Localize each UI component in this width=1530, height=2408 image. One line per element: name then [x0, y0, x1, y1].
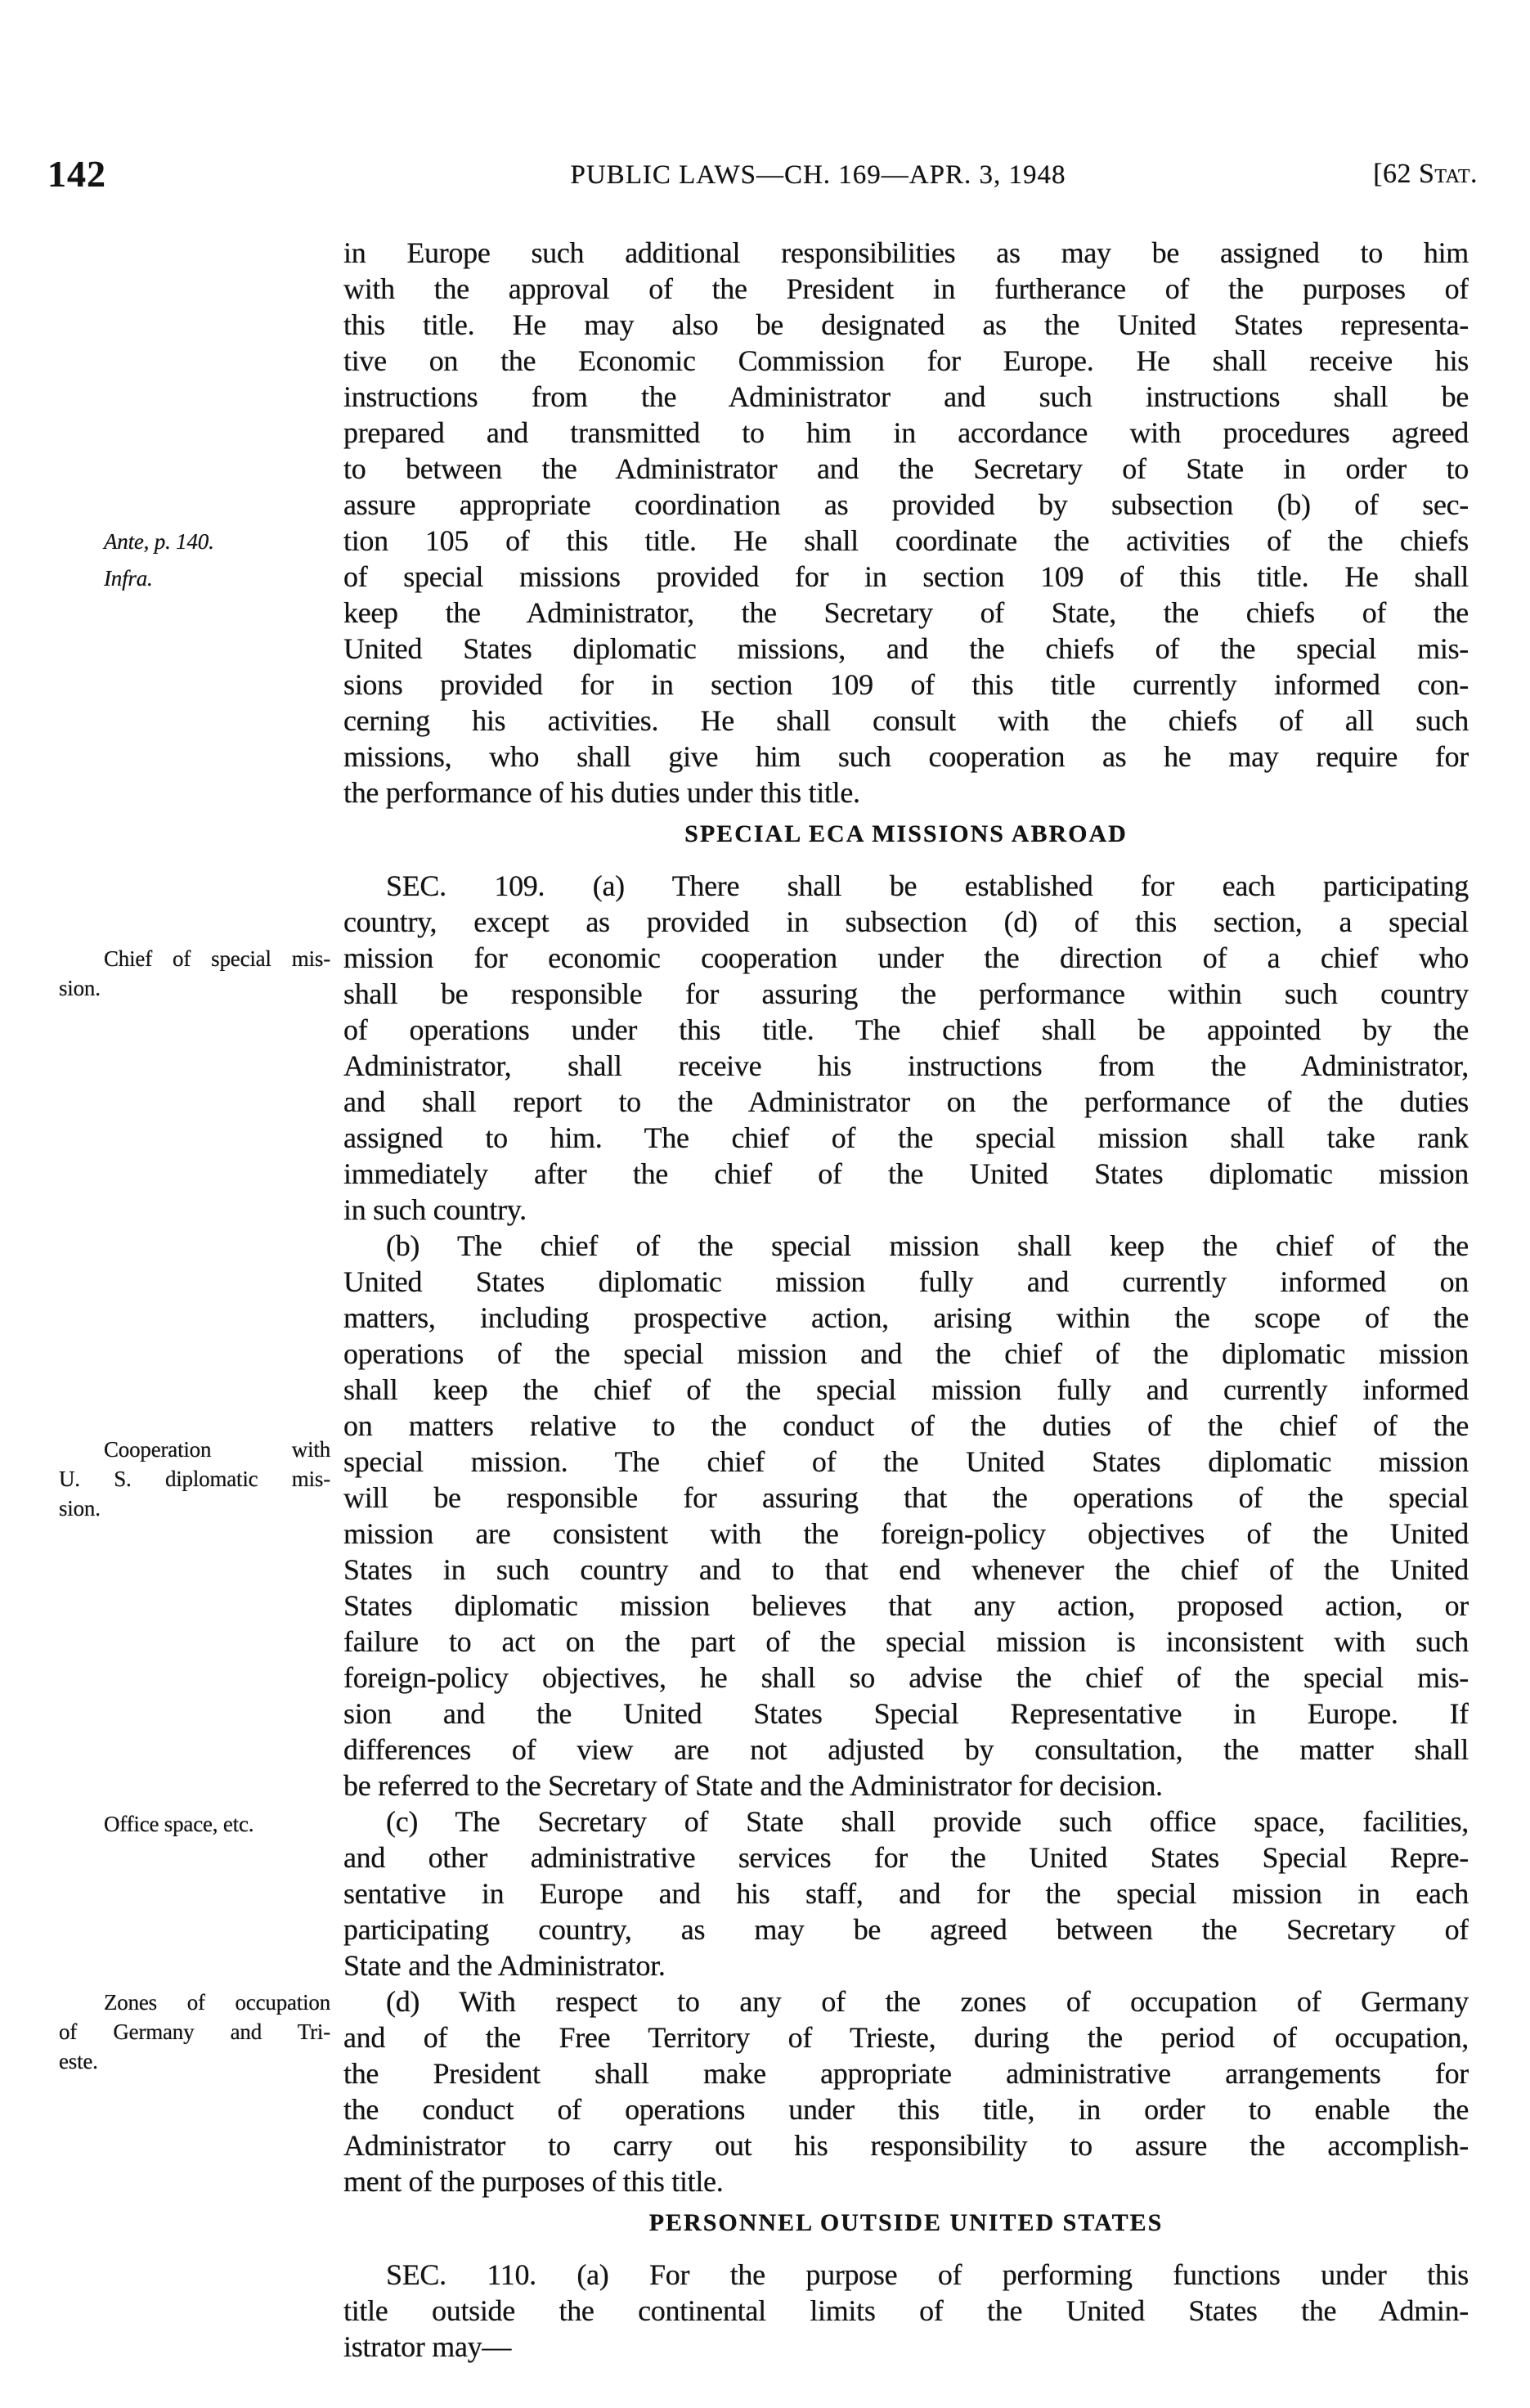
- text-line: country, except as provided in subsection (d) of this section, a special: [343, 905, 1469, 938]
- text-line: sions provided for in section 109 of this title currently informed con-: [343, 668, 1469, 701]
- text-line: shall be responsible for assuring the performance within such country: [343, 977, 1469, 1010]
- text-line: States in such country and to that end whenever the chief of the United: [343, 1553, 1469, 1586]
- paragraph-sec-109-c: [343, 1804, 1469, 1983]
- margin-note-office-space: [59, 1809, 330, 1839]
- text-line: Administrator to carry out his responsibility to assure the accomplish-: [343, 2129, 1469, 2162]
- margin-note-chief-of-special-mission: [59, 944, 330, 1003]
- text-line: Office space, etc.: [104, 1812, 254, 1836]
- text-line: SEC. 110. (a) For the purpose of performing functions under this: [386, 2258, 1469, 2291]
- text-line: to between the Administrator and the Secretary of State in order to: [343, 452, 1469, 485]
- text-line: the President shall make appropriate administrative arrangements for: [343, 2057, 1469, 2090]
- text-line: differences of view are not adjusted by consultation, the matter shall: [343, 1733, 1469, 1766]
- section-heading-personnel-outside-united-states: PERSONNEL OUTSIDE UNITED STATES: [648, 2209, 1164, 2236]
- text-line: of operations under this title. The chief shall be appointed by the: [343, 1013, 1469, 1046]
- section-heading-special-eca-missions-abroad: SPECIAL ECA MISSIONS ABROAD: [684, 820, 1128, 847]
- text-line: keep the Administrator, the Secretary of State, the chiefs of the: [343, 596, 1469, 629]
- margin-note-infra: [59, 564, 330, 593]
- statute-volume-ref: [62 Stat.: [1373, 159, 1478, 189]
- text-line: and of the Free Territory of Trieste, during the period of occupation,: [343, 2021, 1469, 2054]
- text-line: instructions from the Administrator and such instructions shall be: [343, 380, 1469, 413]
- running-header: PUBLIC LAWS—CH. 169—APR. 3, 1948: [570, 160, 1066, 190]
- text-line: of special missions provided for in section 109 of this title. He shall: [343, 560, 1469, 593]
- text-line: operations of the special mission and the chief of the diplomatic mission: [343, 1337, 1469, 1370]
- margin-note-zones-of-occupation: [59, 1988, 330, 2076]
- text-line: istrator may—: [343, 2330, 512, 2363]
- text-line: Ante, p. 140.: [104, 529, 214, 554]
- text-line: States diplomatic mission believes that any action, proposed action, or: [343, 1589, 1469, 1622]
- text-line: prepared and transmitted to him in accordance with procedures agreed: [343, 416, 1469, 449]
- text-line: participating country, as may be agreed between the Secretary of: [343, 1913, 1469, 1946]
- text-line: missions, who shall give him such cooperation as he may require for: [343, 740, 1469, 773]
- text-line: of Germany and Tri-: [59, 2019, 330, 2044]
- text-line: matters, including prospective action, arising within the scope of the: [343, 1301, 1469, 1334]
- text-line: immediately after the chief of the United States diplomatic mission: [343, 1157, 1469, 1190]
- text-line: cerning his activities. He shall consult with the chiefs of all such: [343, 704, 1469, 737]
- text-line: the conduct of operations under this title, in order to enable the: [343, 2093, 1469, 2126]
- paragraph-sec-109-a: [343, 868, 1469, 1228]
- text-line: the performance of his duties under this title.: [343, 776, 860, 809]
- text-line: tion 105 of this title. He shall coordinate the activities of the chiefs: [343, 524, 1469, 557]
- text-line: with the approval of the President in furtherance of the purposes of: [343, 272, 1469, 305]
- text-line: be referred to the Secretary of State and the Administrator for decision.: [343, 1769, 1163, 1802]
- text-line: and shall report to the Administrator on the performance of the duties: [343, 1085, 1469, 1118]
- text-line: sentative in Europe and his staff, and for the special mission in each: [343, 1877, 1469, 1910]
- text-line: (c) The Secretary of State shall provide such office space, facilities,: [386, 1805, 1469, 1838]
- text-line: Chief of special mis-: [104, 946, 330, 971]
- text-line: in Europe such additional responsibilities as may be assigned to him: [343, 236, 1469, 269]
- text-line: assigned to him. The chief of the special mission shall take rank: [343, 1121, 1469, 1154]
- text-line: will be responsible for assuring that the operations of the special: [343, 1481, 1469, 1514]
- page-number: 142: [47, 153, 106, 195]
- paragraph-sec-108-continuation: [343, 235, 1469, 811]
- text-line: assure appropriate coordination as provided by subsection (b) of sec-: [343, 488, 1469, 521]
- text-line: SEC. 109. (a) There shall be established for each participating: [386, 869, 1469, 902]
- margin-note-cooperation-us-diplomatic-mission: [59, 1435, 330, 1523]
- text-line: special mission. The chief of the United States diplomatic mission: [343, 1445, 1469, 1478]
- body-column: [343, 235, 1469, 2365]
- text-line: sion.: [59, 1496, 101, 1521]
- text-line: foreign-policy objectives, he shall so advise the chief of the special mis-: [343, 1661, 1469, 1694]
- text-line: Administrator, shall receive his instructions from the Administrator,: [343, 1049, 1469, 1082]
- text-line: (b) The chief of the special mission shall keep the chief of the: [386, 1229, 1469, 1262]
- text-line: on matters relative to the conduct of the duties of the chief of the: [343, 1409, 1469, 1442]
- text-line: United States diplomatic mission fully and currently informed on: [343, 1265, 1469, 1298]
- text-line: title outside the continental limits of the United States the Admin-: [343, 2294, 1469, 2327]
- text-line: State and the Administrator.: [343, 1949, 666, 1982]
- text-line: mission are consistent with the foreign-policy objectives of the United: [343, 1517, 1469, 1550]
- text-line: and other administrative services for the United States Special Repre-: [343, 1841, 1469, 1874]
- text-line: in such country.: [343, 1193, 527, 1226]
- text-line: ment of the purposes of this title.: [343, 2165, 724, 2198]
- text-line: tive on the Economic Commission for Europe. He shall receive his: [343, 344, 1469, 377]
- text-line: Cooperation with: [104, 1437, 330, 1462]
- margin-note-ante-p140: [59, 527, 330, 556]
- text-line: United States diplomatic missions, and the chiefs of the special mis-: [343, 632, 1469, 665]
- text-line: U. S. diplomatic mis-: [59, 1467, 330, 1491]
- text-line: Zones of occupation: [104, 1990, 330, 2015]
- paragraph-sec-109-d: [343, 1983, 1469, 2199]
- text-line: failure to act on the part of the special mission is inconsistent with such: [343, 1625, 1469, 1658]
- text-line: shall keep the chief of the special mission fully and currently informed: [343, 1373, 1469, 1406]
- text-line: (d) With respect to any of the zones of occupation of Germany: [386, 1985, 1469, 2018]
- text-line: Infra.: [104, 566, 153, 591]
- paragraph-sec-110-a: [343, 2257, 1469, 2365]
- text-line: sion.: [59, 976, 101, 1000]
- text-line: this title. He may also be designated as the United States representa-: [343, 308, 1469, 341]
- paragraph-sec-109-b: [343, 1228, 1469, 1804]
- text-line: sion and the United States Special Representative in Europe. If: [343, 1697, 1469, 1730]
- text-line: este.: [59, 2049, 98, 2073]
- text-line: mission for economic cooperation under the direction of a chief who: [343, 941, 1469, 974]
